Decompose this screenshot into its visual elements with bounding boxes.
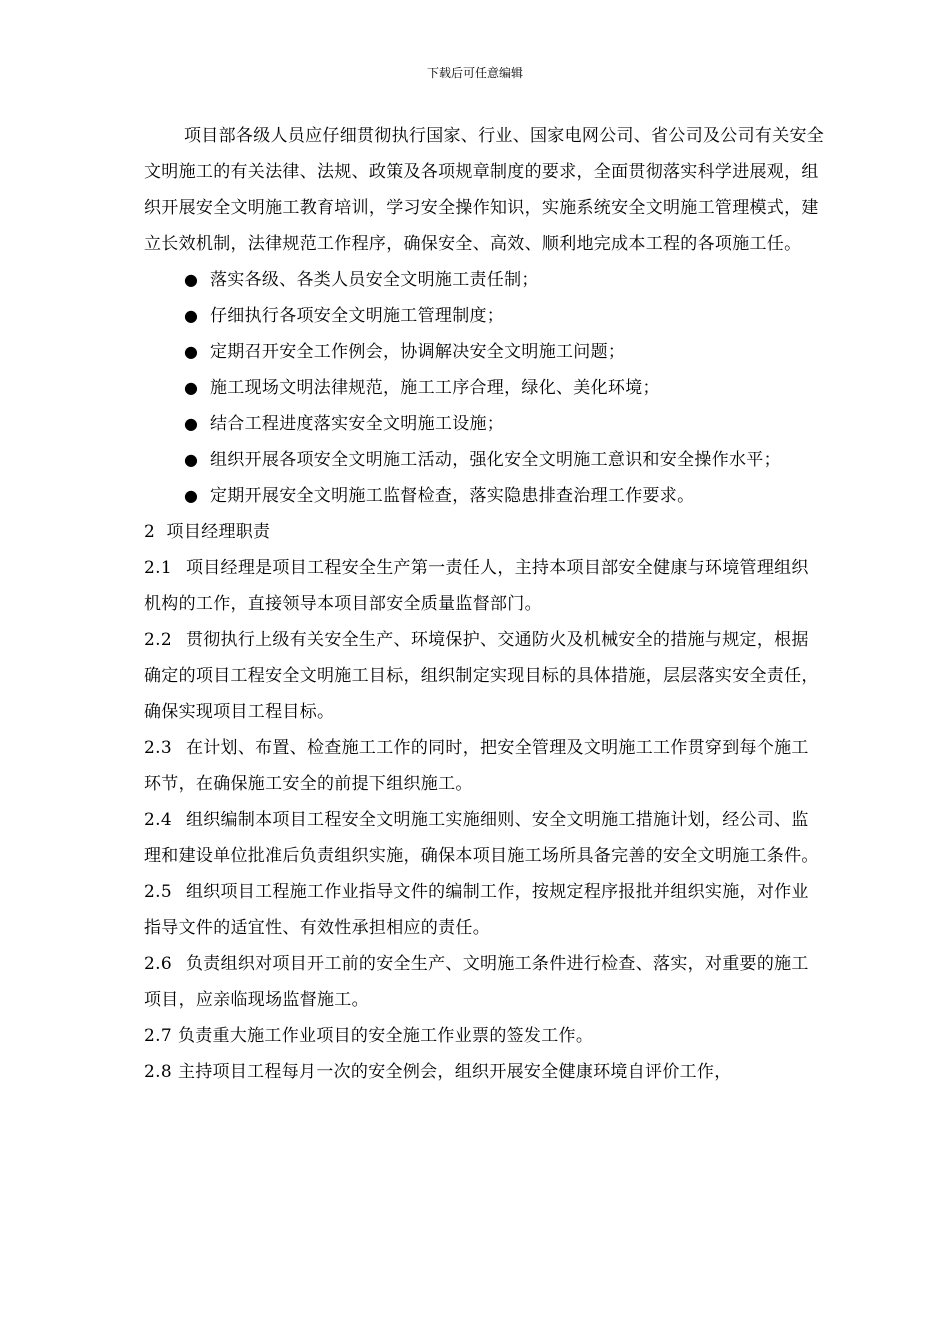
bullet-dot-icon: ● <box>184 306 199 325</box>
item-text: 负责重大施工作业项目的安全施工作业票的签发工作。 <box>177 1026 594 1046</box>
item-number: 2.5 <box>144 882 172 902</box>
item-text: 组织项目工程施工作业指导文件的编制工作，按规定程序报批并组织实施，对作业指导文件的适宜性、有效性承担相应的责任。 <box>144 882 809 938</box>
numbered-item <box>144 802 826 874</box>
bullet-dot-icon: ● <box>184 270 199 289</box>
bullet-text: 施工现场文明法律规范，施工工序合理，绿化、美化环境； <box>210 378 660 398</box>
item-text: 项目经理是项目工程安全生产第一责任人，主持本项目部安全健康与环境管理组织机构的工作，直接领导本项目部安全质量监督部门。 <box>144 558 809 614</box>
item-number: 2.1 <box>144 558 172 578</box>
numbered-item <box>144 730 826 802</box>
item-number: 2.4 <box>144 810 172 830</box>
bullet-item <box>144 478 826 514</box>
bullet-item <box>144 442 826 478</box>
item-text: 组织编制本项目工程安全文明施工实施细则、安全文明施工措施计划，经公司、监理和建设单位批准后负责组织实施，确保本项目施工场所具备完善的安全文明施工条件。 <box>144 810 819 866</box>
bullet-item <box>144 298 826 334</box>
bullet-dot-icon: ● <box>184 414 199 433</box>
numbered-item <box>144 1018 826 1054</box>
bullet-item <box>144 262 826 298</box>
item-number: 2.2 <box>144 630 172 650</box>
bullet-item <box>144 406 826 442</box>
bullet-dot-icon: ● <box>184 342 199 361</box>
bullet-text: 仔细执行各项安全文明施工管理制度； <box>210 306 505 326</box>
item-text: 负责组织对项目开工前的安全生产、文明施工条件进行检查、落实，对重要的施工项目，应亲临现场监督施工。 <box>144 954 809 1010</box>
item-text: 贯彻执行上级有关安全生产、环境保护、交通防火及机械安全的措施与规定，根据确定的项目工程安全文明施工目标，组织制定实现目标的具体措施，层层落实安全责任，确保实现项目工程目标。 <box>144 630 819 722</box>
numbered-item <box>144 550 826 622</box>
numbered-item <box>144 1054 826 1090</box>
item-number: 2.8 <box>144 1062 172 1082</box>
numbered-item <box>144 622 826 730</box>
bullet-text: 结合工程进度落实安全文明施工设施； <box>210 414 505 434</box>
item-text: 主持项目工程每月一次的安全例会，组织开展安全健康环境自评价工作， <box>177 1062 732 1082</box>
section-heading <box>144 514 826 550</box>
item-number: 2.6 <box>144 954 172 974</box>
page-header: 下载后可任意编辑 <box>426 66 523 80</box>
bullet-dot-icon: ● <box>184 486 199 505</box>
bullet-dot-icon: ● <box>184 450 199 469</box>
numbered-item <box>144 946 826 1018</box>
bullet-item <box>144 370 826 406</box>
section-number: 2 <box>144 522 156 542</box>
bullet-text: 组织开展各项安全文明施工活动，强化安全文明施工意识和安全操作水平； <box>210 450 781 470</box>
bullet-item <box>144 334 826 370</box>
bullet-dot-icon: ● <box>184 378 199 397</box>
intro-paragraph: 项目部各级人员应仔细贯彻执行国家、行业、国家电网公司、省公司及公司有关安全文明施工的有关法律、法规、政策及各项规章制度的要求，全面贯彻落实科学进展观，组织开展安全文明施工教育培训，学习安全操作知识，实施系统安全文明施工管理模式，建立长效机制，法律规范工作程序，确保安全、高效、顺利地完成本工程的各项施工任。 <box>144 126 825 254</box>
document-body <box>144 118 826 1090</box>
section-title: 项目经理职责 <box>166 522 271 542</box>
item-number: 2.7 <box>144 1026 172 1046</box>
item-number: 2.3 <box>144 738 172 758</box>
bullet-text: 落实各级、各类人员安全文明施工责任制； <box>210 270 539 290</box>
bullet-text: 定期开展安全文明施工监督检查，落实隐患排查治理工作要求。 <box>210 486 695 506</box>
item-text: 在计划、布置、检查施工工作的同时，把安全管理及文明施工工作贯穿到每个施工环节，在确保施工安全的前提下组织施工。 <box>144 738 809 794</box>
bullet-text: 定期召开安全工作例会，协调解决安全文明施工问题； <box>210 342 626 362</box>
numbered-item <box>144 874 826 946</box>
